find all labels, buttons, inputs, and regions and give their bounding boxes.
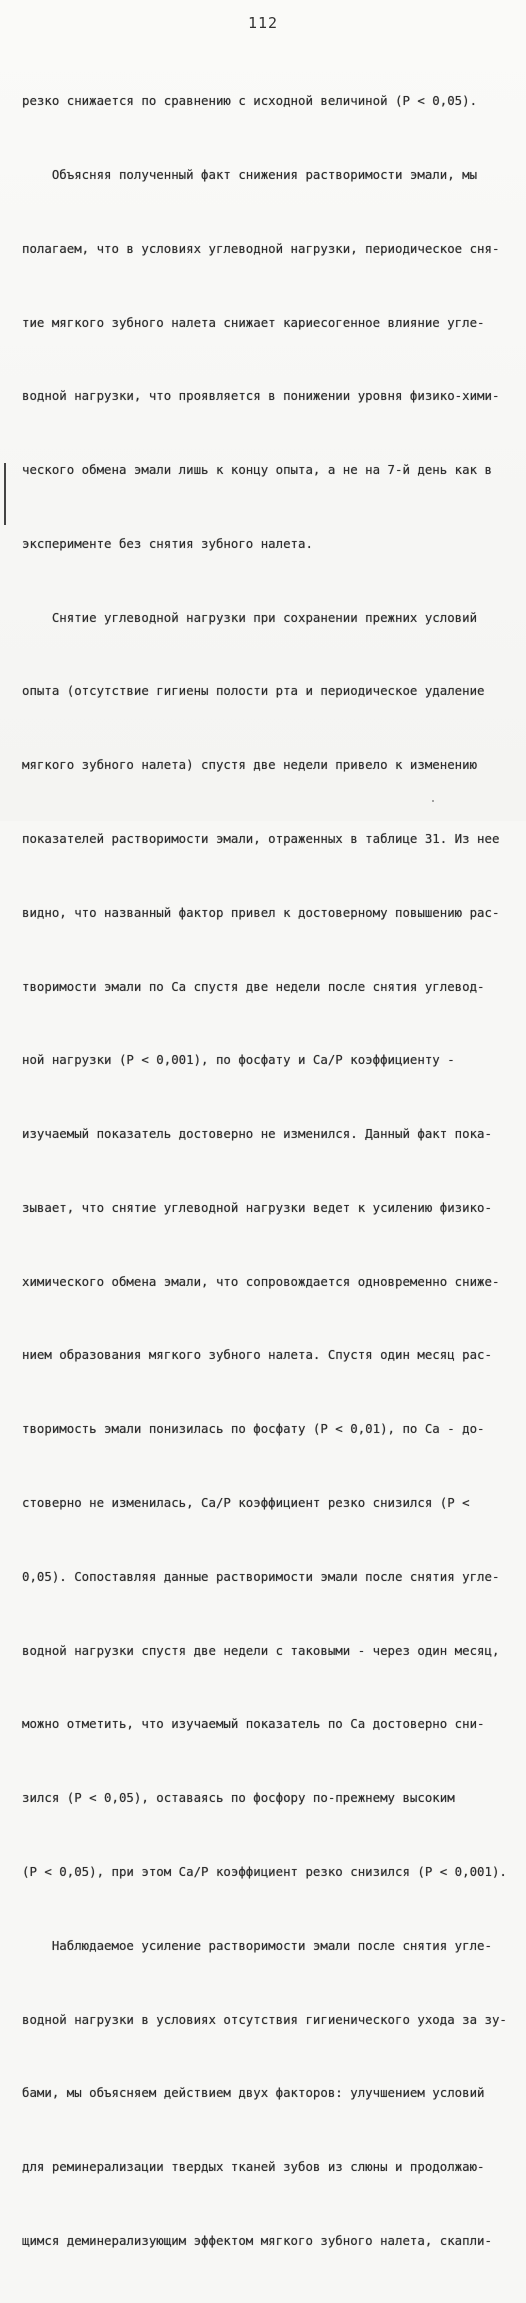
text-line: эксперименте без снятия зубного налета. (22, 535, 313, 551)
text-line: изучаемый показатель достоверно не изменился. Данный факт пока- (22, 1126, 492, 1142)
text-line: Наблюдаемое усиление растворимости эмали после снятия угле- (22, 1937, 492, 1953)
body-text (22, 40, 507, 2303)
text-line: творимости эмали по Ca спустя две недели после снятия углевод- (22, 978, 485, 994)
text-line: Объясняя полученный факт снижения растворимости эмали, мы (22, 166, 478, 182)
text-line: водной нагрузки, что проявляется в понижении уровня физико-хими- (22, 388, 500, 404)
text-line: водной нагрузки в условиях отсутствия гигиенического ухода за зу- (22, 2011, 507, 2027)
text-line: зывает, что снятие углеводной нагрузки ведет к усилению физико- (22, 1199, 492, 1215)
text-line: опыта (отсутствие гигиены полости рта и периодическое удаление (22, 683, 485, 699)
page-number: 112 (247, 14, 279, 32)
text-line: можно отметить, что изучаемый показатель по Ca достоверно сни- (22, 1716, 485, 1732)
text-line: водной нагрузки спустя две недели с таковыми - через один месяц, (22, 1642, 500, 1658)
text-line: ческого обмена эмали лишь к концу опыта, а не на 7-й день как в (22, 462, 492, 478)
text-line: Снятие углеводной нагрузки при сохранении прежних условий (22, 609, 478, 625)
text-line: химического обмена эмали, что сопровождается одновременно сниже- (22, 1273, 500, 1289)
text-line: ной нагрузки (P < 0,001), по фосфату и Ca/P коэффициенту - (22, 1052, 455, 1068)
text-line: стоверно не изменилась, Ca/P коэффициент резко снизился (P < (22, 1495, 470, 1511)
text-line: показателей растворимости эмали, отраженных в таблице 31. Из нее (22, 831, 500, 846)
text-line: резко снижается по сравнению с исходной величиной (P < 0,05). (22, 93, 478, 109)
text-line: бами, мы объясняем действием двух факторов: улучшением условий (22, 2085, 485, 2101)
text-line: зился (P < 0,05), оставаясь по фосфору по-прежнему высоким (22, 1790, 455, 1806)
text-line: (P < 0,05), при этом Ca/P коэффициент резко снизился (P < 0,001). (22, 1863, 507, 1879)
text-line: 0,05). Сопоставляя данные растворимости эмали после снятия угле- (22, 1568, 500, 1584)
margin-mark (4, 463, 6, 525)
text-line: творимость эмали понизилась по фосфату (P < 0,01), по Ca - до- (22, 1421, 485, 1437)
text-line: щимся деминерализующим эффектом мягкого зубного налета, скапли- (22, 2232, 492, 2248)
text-line: видно, что названный фактор привел к достоверному повышению рас- (22, 904, 500, 920)
text-line: нием образования мягкого зубного налета. Спустя один месяц рас- (22, 1347, 492, 1363)
scan-speck (432, 800, 434, 802)
text-line: полагаем, что в условиях углеводной нагрузки, периодическое сня- (22, 240, 500, 256)
text-line: мягкого зубного налета) спустя две недели привело к изменению (22, 757, 478, 773)
text-line: тие мягкого зубного налета снижает кариесогенное влияние угле- (22, 314, 485, 330)
text-line: для реминерализации твердых тканей зубов из слюны и продолжаю- (22, 2159, 485, 2175)
